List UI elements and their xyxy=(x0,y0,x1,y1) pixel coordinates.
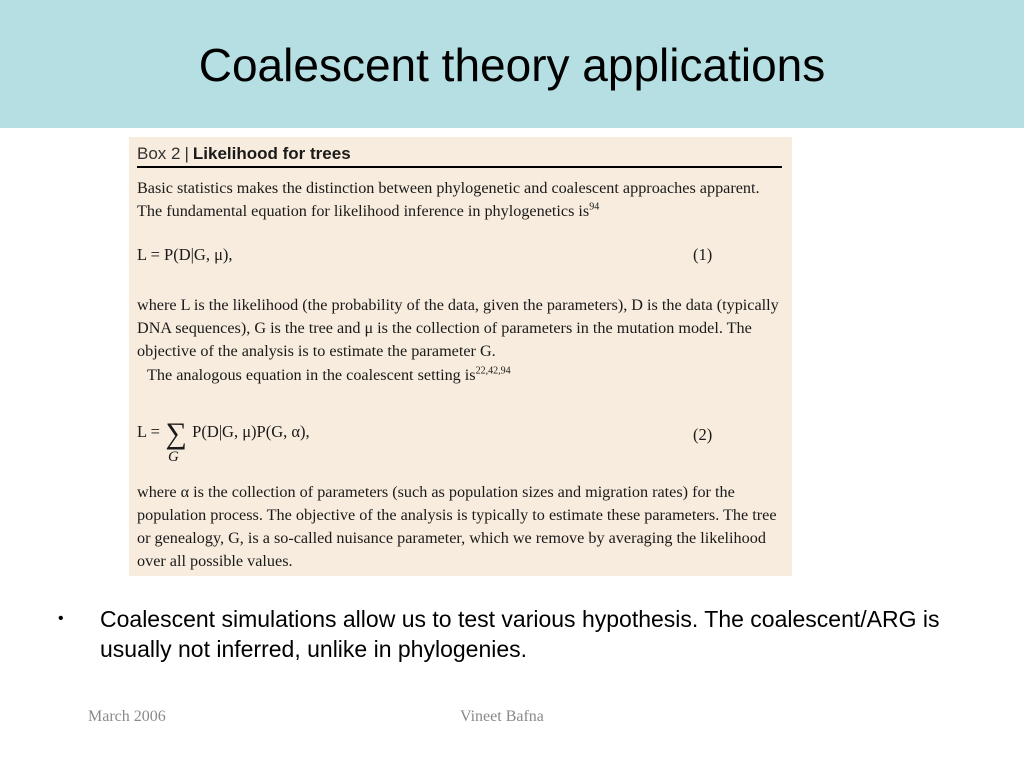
equation-1-formula: L = P(D|G, μ), xyxy=(137,245,233,264)
box-figure xyxy=(129,137,792,576)
box-paragraph-1-text: Basic statistics makes the distinction between phylogenetic and coalescent approaches apparent. The fundamental equation for likelihood inference in phylogenetics is xyxy=(137,179,760,220)
box-paragraph-3-ref: 22,42,94 xyxy=(475,365,511,377)
equation-1-number: (1) xyxy=(693,245,713,264)
footer-date: March 2006 xyxy=(88,708,166,725)
equation-2-lhs: L = xyxy=(137,422,160,441)
equation-2 xyxy=(137,419,782,469)
box-separator: | xyxy=(184,144,189,163)
equation-2-rhs: P(D|G, μ)P(G, α), xyxy=(192,422,310,441)
slide-title: Coalescent theory applications xyxy=(198,39,826,91)
footer-author: Vineet Bafna xyxy=(460,708,544,725)
title-bar xyxy=(0,0,1024,128)
equation-2-number: (2) xyxy=(693,425,713,444)
equation-1 xyxy=(137,245,782,275)
box-paragraph-2-text: where L is the likelihood (the probability of the data, given the parameters), D is the data (typically DNA sequences), G is the tree and μ is the collection of parameters in the mutation model. The objective of the analysis is to estimate the parameter G. xyxy=(137,296,779,360)
bullet-text: Coalescent simulations allow us to test various hypothesis. The coalescent/ARG is usually not inferred, unlike in phylogenies. xyxy=(100,606,940,662)
sum-symbol xyxy=(164,417,188,465)
sum-subscript: G xyxy=(168,449,179,465)
equation-2-formula xyxy=(137,417,310,465)
box-paragraph-2 xyxy=(137,294,782,363)
box-number: Box 2 xyxy=(137,144,181,163)
box-paragraph-4 xyxy=(137,481,782,573)
box-paragraph-1-ref: 94 xyxy=(589,201,600,213)
box-paragraph-1 xyxy=(137,177,782,223)
bullet-marker: • xyxy=(58,610,64,627)
sigma-glyph: ∑ xyxy=(165,417,187,450)
box-title: Likelihood for trees xyxy=(192,144,351,163)
box-paragraph-3-text: The analogous equation in the coalescent setting is xyxy=(147,366,476,384)
box-paragraph-4-text: where α is the collection of parameters (such as population sizes and migration rates) for the population process. The objective of the analysis is typically to estimate these parameters. The tree or genealogy, G, is a so-called nuisance parameter, which we remove by averaging the likelihood over all possible values. xyxy=(137,483,777,570)
box-paragraph-3 xyxy=(137,364,782,387)
box-header xyxy=(137,144,782,168)
